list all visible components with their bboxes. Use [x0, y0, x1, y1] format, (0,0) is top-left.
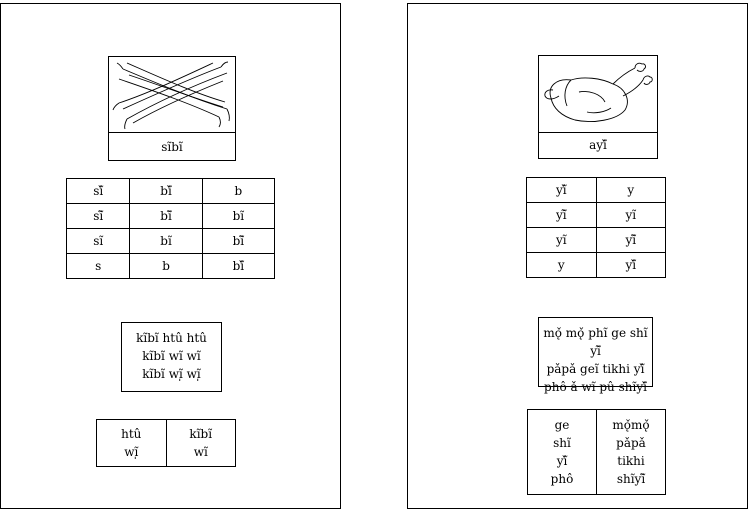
table-cell: b	[202, 179, 274, 204]
table-cell: sĩ̌	[67, 179, 130, 204]
table-cell: yĩ	[596, 203, 666, 228]
picture-word-card	[538, 55, 658, 159]
card-word: ayĩ̌	[589, 138, 607, 152]
word: kĩbĩ	[189, 427, 213, 441]
card-word: sĩbĩ	[161, 140, 183, 154]
word: htû	[121, 427, 142, 441]
sentence: mǫ̌ mǫ̌ phĩ ge shĩ yĩ̃	[543, 326, 648, 358]
table-cell: y	[527, 253, 597, 278]
table-cell: yĩ̃	[596, 228, 666, 253]
word: yĩ̌	[556, 454, 568, 468]
sentence: kĩbĩ wĩ wĩ	[142, 349, 201, 363]
word-pair-box	[527, 409, 666, 495]
table-cell: bĩ̌	[202, 254, 274, 279]
word: phô	[550, 472, 574, 486]
word-column	[97, 420, 166, 466]
table-cell: bĩ̃	[130, 204, 202, 229]
table-cell: bĩ	[202, 204, 274, 229]
sentence: phô ǎ wĩ pû shĩyĩ̌	[544, 380, 647, 394]
roast-chicken-drawing	[539, 56, 657, 133]
right-page	[407, 3, 748, 509]
syllable-table	[66, 178, 275, 279]
table-cell: yĩ̌	[596, 253, 666, 278]
word: ge	[554, 418, 570, 432]
word: pǎpǎ	[616, 436, 646, 450]
table-cell: bĩ̌	[130, 179, 202, 204]
table-cell: y	[596, 178, 666, 203]
table-cell: sĩ̃	[67, 204, 130, 229]
word-column	[528, 410, 596, 494]
table-cell: bĩ̃	[202, 229, 274, 254]
table-cell: bĩ	[130, 229, 202, 254]
word: mǫ̌mǫ̌	[612, 418, 650, 432]
sentence-box	[121, 322, 222, 392]
table-cell: s	[67, 254, 130, 279]
syllable-table	[526, 177, 666, 278]
word-column	[596, 410, 665, 494]
word: shĩyĩ̃	[616, 472, 646, 486]
sentence: kĩbĩ htû htû	[136, 331, 207, 345]
green-beans-drawing	[109, 57, 235, 133]
table-cell: yĩ̃	[527, 203, 597, 228]
table-cell: yĩ	[527, 228, 597, 253]
picture-word-card	[108, 56, 236, 161]
word-pair-box	[96, 419, 236, 467]
word-column	[166, 420, 236, 466]
word: wĩ̩	[124, 445, 139, 459]
left-page	[0, 3, 341, 509]
word: tikhi	[617, 454, 645, 468]
table-cell: sĩ	[67, 229, 130, 254]
sentence-box	[538, 317, 653, 394]
table-cell: b	[130, 254, 202, 279]
sentence: kĩbĩ wĩ̩ wĩ̩	[142, 367, 201, 381]
sentence: pǎpǎ geĩ tikhi yĩ̌	[546, 362, 645, 376]
word: wĩ	[193, 445, 208, 459]
word: shĩ	[553, 436, 571, 450]
table-cell: yĩ̌	[527, 178, 597, 203]
